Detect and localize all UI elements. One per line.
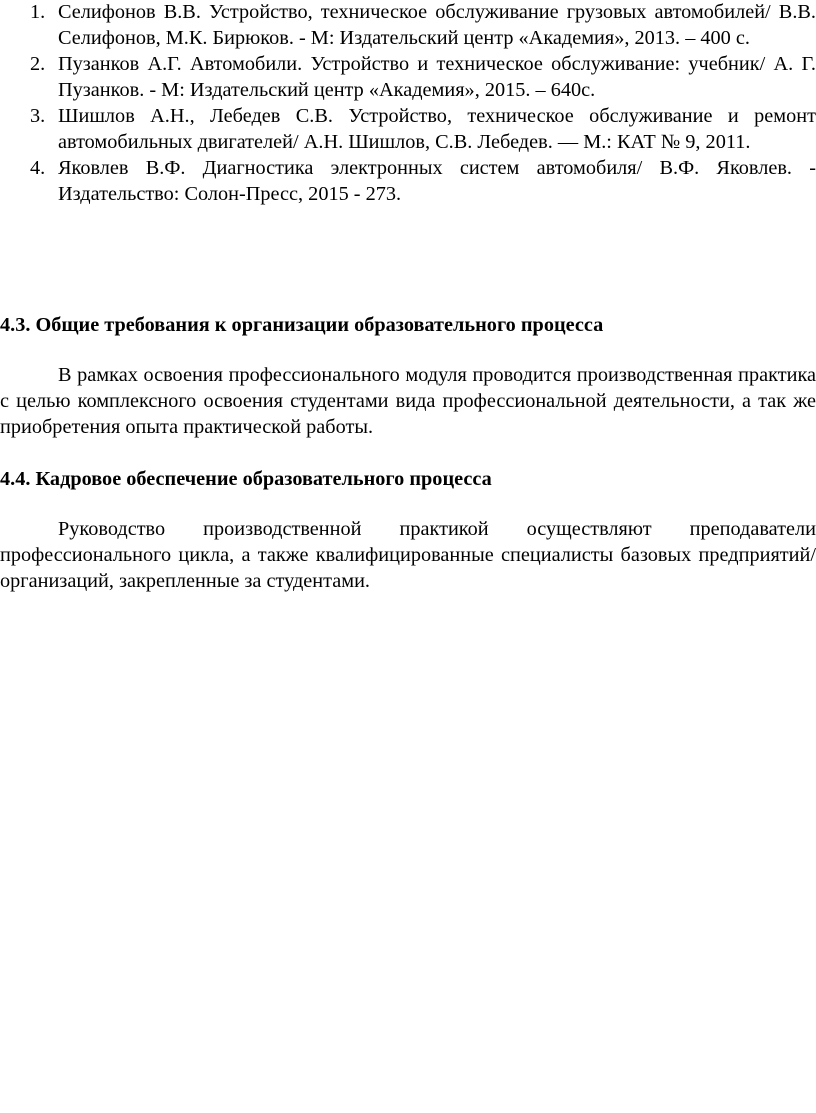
reference-item bbox=[0, 103, 816, 155]
section-heading-4-4: 4.4. Кадровое обеспечение образовательного процесса bbox=[0, 468, 492, 490]
reference-item bbox=[0, 155, 816, 207]
reference-number: 3. bbox=[30, 105, 46, 127]
reference-text: Пузанков А.Г. Автомобили. Устройство и техническое обслуживание: учебник/ А. Г. Пузанков. - М: Издательский центр «Академия», 2015. – 640с. bbox=[58, 53, 816, 101]
reference-number: 4. bbox=[30, 157, 46, 179]
reference-list bbox=[0, 0, 816, 207]
reference-number: 2. bbox=[30, 53, 46, 75]
section-paragraph-4-4: Руководство производственной практикой осуществляют преподаватели профессионального цикла, а также квалифицированные специалисты базовых предприятий/организаций, закрепленные за студентами. bbox=[0, 518, 816, 592]
reference-text: Яковлев В.Ф. Диагностика электронных систем автомобиля/ В.Ф. Яковлев. - Издательство: Солон-Пресс, 2015 - 273. bbox=[58, 157, 816, 205]
reference-text: Шишлов А.Н., Лебедев С.В. Устройство, техническое обслуживание и ремонт автомобильных двигателей/ А.Н. Шишлов, С.В. Лебедев. — М.: КАТ № 9, 2011. bbox=[58, 105, 816, 153]
reference-number: 1. bbox=[30, 1, 46, 23]
reference-item bbox=[0, 51, 816, 103]
reference-text: Селифонов В.В. Устройство, техническое обслуживание грузовых автомобилей/ В.В. Селифонов, М.К. Бирюков. - М: Издательский центр «Академия», 2013. – 400 с. bbox=[58, 1, 816, 49]
section-heading-4-3: 4.3. Общие требования к организации образовательного процесса bbox=[0, 314, 604, 336]
section-paragraph-4-3: В рамках освоения профессионального модуля проводится производственная практика с целью комплексного освоения студентами вида профессиональной деятельности, а так же приобретения опыта практической работы. bbox=[0, 364, 816, 438]
reference-item bbox=[0, 0, 816, 51]
